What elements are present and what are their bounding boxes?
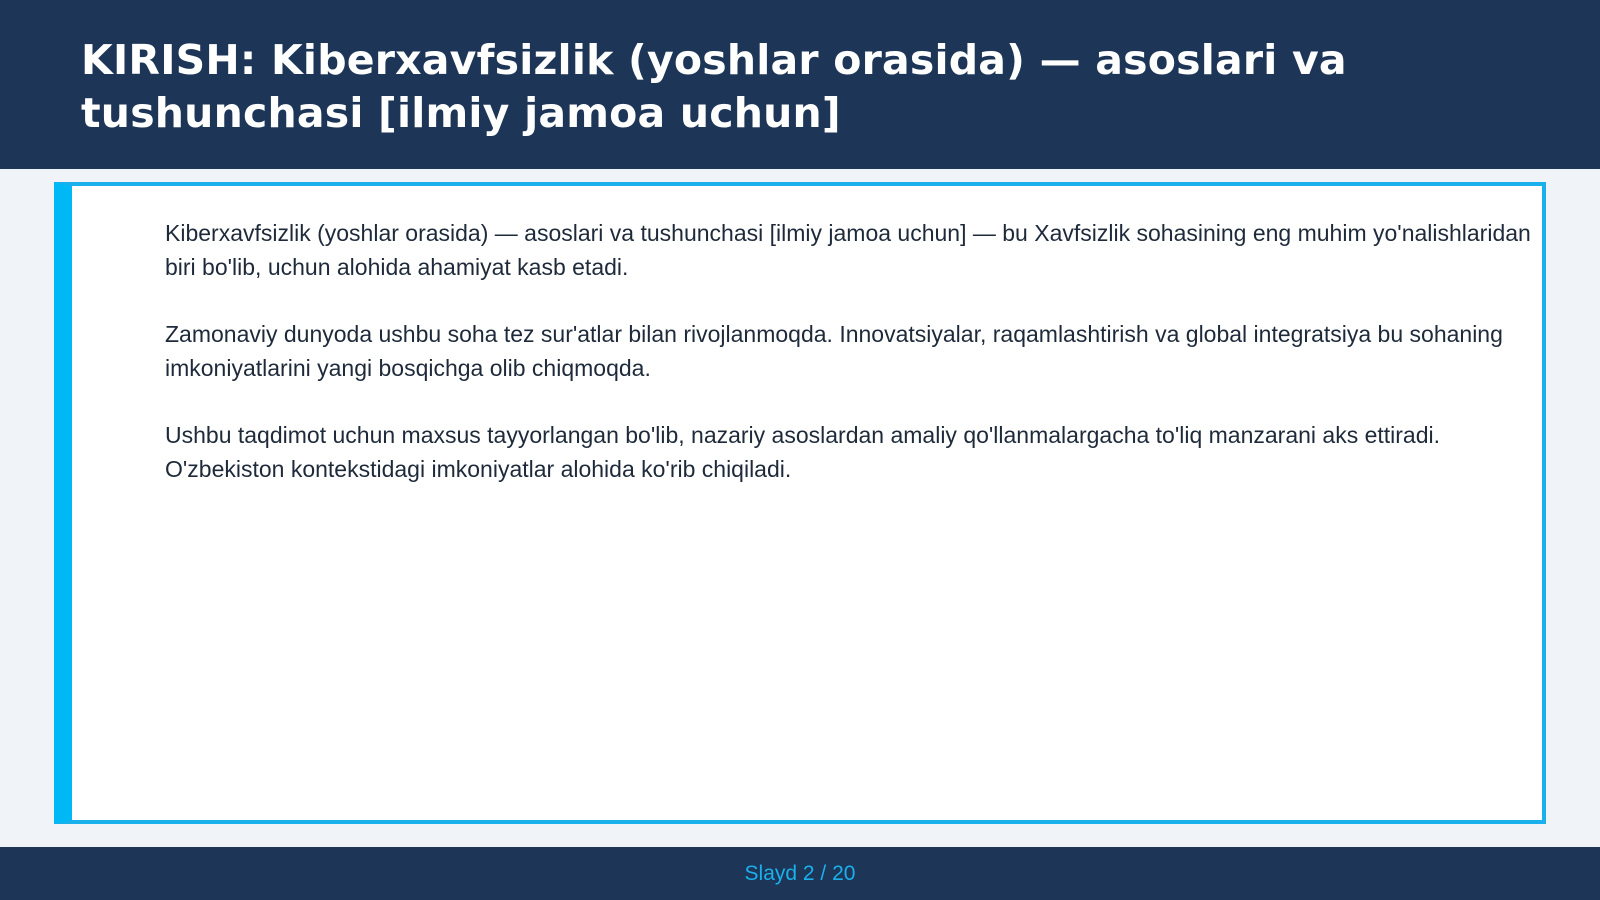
content-panel <box>54 182 1546 824</box>
paragraph-intro: Kiberxavfsizlik (yoshlar orasida) — asoslari va tushunchasi [ilmiy jamoa uchun] — bu Xavfsizlik sohasining eng muhim yo'nalishlaridan biri bo'lib, uchun alohida ahamiyat kasb etadi. <box>165 220 1531 280</box>
slide-header <box>0 0 1600 169</box>
paragraph-modern-world: Zamonaviy dunyoda ushbu soha tez sur'atlar bilan rivojlanmoqda. Innovatsiyalar, raqamlashtirish va global integratsiya bu sohaning imkoniyatlarini yangi bosqichga olib chiqmoqda. <box>165 321 1503 381</box>
slide-footer <box>0 847 1600 900</box>
slide-counter: Slayd 2 / 20 <box>744 862 856 885</box>
slide-title: KIRISH: Kiberxavfsizlik (yoshlar orasida) — asoslari va tushunchasi [ilmiy jamoa uchun] <box>81 36 1347 137</box>
content-body <box>165 216 1545 519</box>
paragraph-presentation: Ushbu taqdimot uchun maxsus tayyorlangan bo'lib, nazariy asoslardan amaliy qo'llanmalargacha to'liq manzarani aks ettiradi. O'zbekiston kontekstidagi imkoniyatlar alohida ko'rib chiqiladi. <box>165 422 1441 482</box>
